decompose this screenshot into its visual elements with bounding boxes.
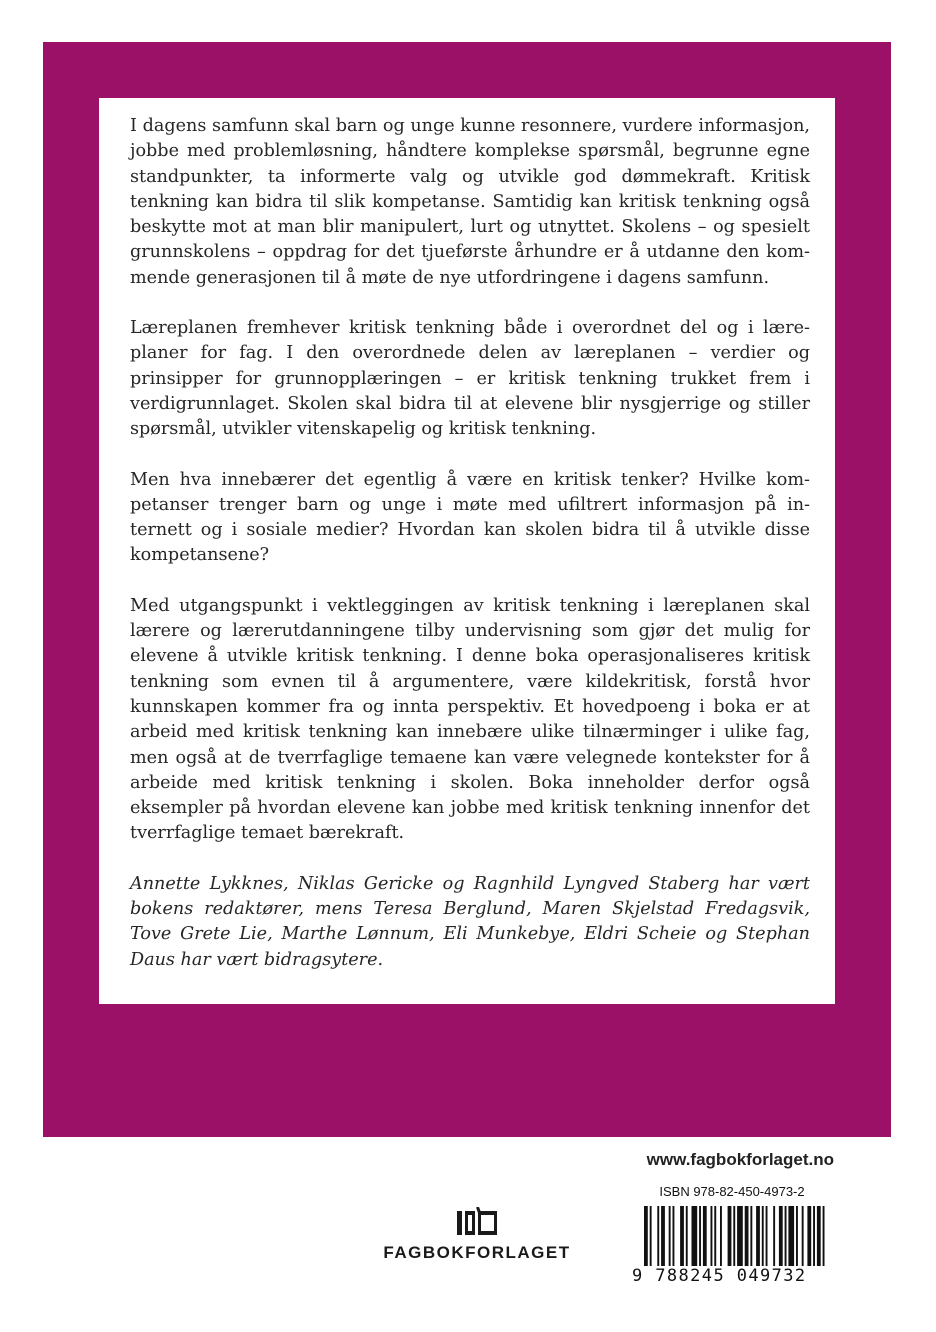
paragraph-4: Med utgangspunkt i vektleggingen av kritisk tenkning i læreplanen skal lærere og lærerutdanningene tilby undervisning som gjør det mulig for elevene å utvikle kritisk tenkning. I denne boka operasjonaliseres kritisk tenkning som evnen til å argumentere, være kildekritisk, forstå hvor kunnskapen kommer fra og innta perspektiv. Et hovedpoeng i boka er at arbeid med kritisk tenkning kan innebære ulike tilnærminger i ulike fag, men også at de tverrfaglige temaene kan være velegnede kontekster for å arbeide med kritisk tenkning i skolen. Boka inneholder derfor også eksempler på hvordan elevene kan jobbe med kritisk tenkning innenfor det tverrfaglige temaet bærekraft. bbox=[130, 595, 810, 844]
paragraph-2: Læreplanen fremhever kritisk tenkning både i overordnet del og i læreplaner for fag. I den overordnede delen av læreplanen – verdier og prinsipper for grunnopplæringen – er kritisk tenkning trukket frem i verdigrunnlaget. Skolen skal bidra til at elevene blir nysgjerrige og stiller spørsmål, utvikler vitenskapelig og kritisk tenkning. bbox=[130, 318, 810, 440]
paragraph-3: Men hva innebærer det egentlig å være en kritisk tenker? Hvilke kompetanser trenger barn og unge i møte med ufiltrert informasjon på internett og i sosiale medier? Hvordan kan skolen bidra til å utvikle disse kompetansene? bbox=[130, 469, 810, 566]
publisher-logo bbox=[377, 1207, 577, 1263]
ean-digits: 9 788245 049732 bbox=[632, 1266, 807, 1286]
publisher-website[interactable]: www.fagbokforlaget.no bbox=[646, 1150, 834, 1169]
book-stack-icon bbox=[455, 1207, 499, 1237]
credits-paragraph: Annette Lykknes, Niklas Gericke og Ragnhild Lyngved Staberg har vært bokens redaktører, mens Teresa Berglund, Maren Skjelstad Fredagsvik, Tove Grete Lie, Marthe Lønnum, Eli Munkebye, Eldri Scheie og Stephan Daus har vært bidragsytere. bbox=[130, 873, 810, 970]
barcode-bars bbox=[632, 1206, 832, 1268]
publisher-name: FAGBOKFORLAGET bbox=[383, 1243, 571, 1262]
paragraph-1: I dagens samfunn skal barn og unge kunne resonnere, vurdere informasjon, jobbe med problemløsning, håndtere komplekse spørsmål, begrunne egne standpunkter, ta informerte valg og utvikle god dømmekraft. Kritisk tenkning kan bidra til slik kompetanse. Samtidig kan kritisk tenkning også beskytte mot at man blir manipulert, lurt og utnyttet. Skolens – og spesielt grunnskolens – oppdrag for det tjueførste århundre er å utdanne den kommende generasjonen til å møte de nye utfordringene i dagens samfunn. bbox=[130, 116, 810, 288]
back-cover-text bbox=[130, 114, 810, 973]
isbn-text: ISBN 978-82-450-4973-2 bbox=[659, 1184, 805, 1199]
barcode-area bbox=[632, 1184, 832, 1304]
